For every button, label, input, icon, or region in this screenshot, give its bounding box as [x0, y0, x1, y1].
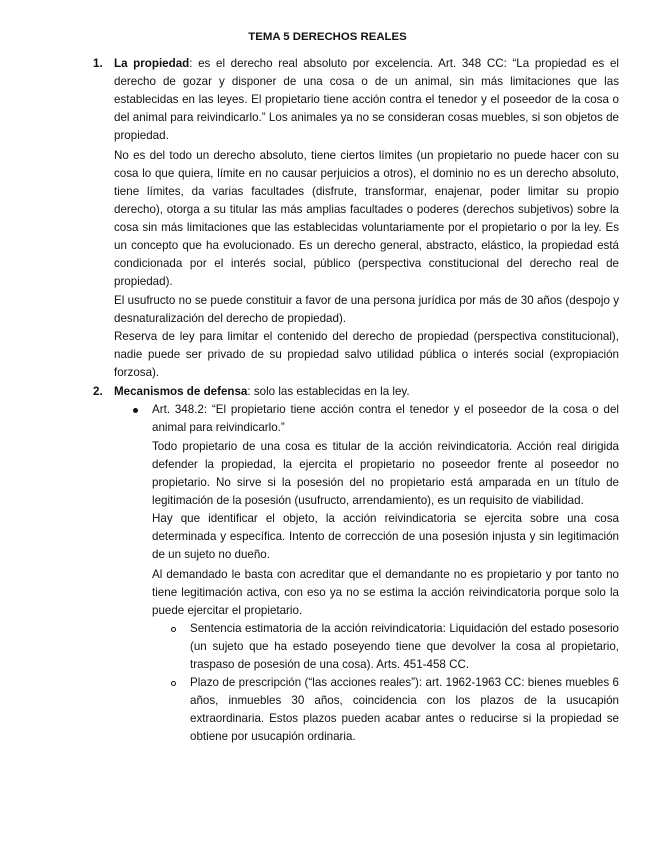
section-2-heading: Mecanismos de defensa [114, 385, 248, 398]
section-1-paragraph: No es del todo un derecho absoluto, tiene ciertos límites (un propietario no puede hacer con su cosa lo que quiera, límite en no causar perjuicios a otros), el dominio no es un derecho absoluto, tiene límites, da varias facultades (disfrute, transformar, enajenar, poder limitar su propio derecho), otorga a su titular las más amplias facultades o poderes (derechos subjetivos) sobre la cosa sin más limitaciones que las establecidas voluntariamente por el propietario o por la ley. Es un concepto que ha evolucionado. Es un derecho general, abstracto, elástico, la propiedad está condicionada por el interés social, público (perspectiva constitucional del derecho real de propiedad). [114, 149, 619, 288]
bullet-icon [133, 408, 138, 413]
bullet-paragraph: Al demandado le basta con acreditar que el demandante no es propietario y por tanto no tiene legitimación activa, con eso ya no se estima la acción reivindicatoria porque solo la puede ejercitar el propietario. [152, 568, 619, 617]
section-2-intro [114, 383, 619, 401]
section-1-number: 1. [93, 57, 103, 70]
section-1-heading: La propiedad [114, 57, 190, 70]
section-1-paragraph: El usufructo no se puede constituir a favor de una persona jurídica por más de 30 años (despojo y desnaturalización del derecho de propiedad). [114, 294, 619, 325]
bullet-lead: Art. 348.2: “El propietario tiene acción contra el tenedor y el poseedor de la cosa o del animal para reivindicarlo.” [152, 403, 619, 434]
section-1-paragraph: Reserva de ley para limitar el contenido del derecho de propiedad (perspectiva constitucional), nadie puede ser privado de su propiedad salvo utilidad pública o interés social (expropiación forzosa). [114, 330, 619, 379]
sub-bullet-item: Sentencia estimatoria de la acción reivindicatoria: Liquidación del estado posesorio (un sujeto que ha estado poseyendo tiene que devolver la cosa al propietario, traspaso de posesión de una cosa). Arts. 451-458 CC. [190, 622, 619, 671]
sub-bullet-item: Plazo de prescripción (“las acciones reales”): art. 1962-1963 CC: bienes muebles 6 años, inmuebles 30 años, coincidencia con los plazos de la usucapión extraordinaria. Estos plazos pueden acabar antes o reducirse si la propiedad se obtiene por usucapión ordinaria. [190, 676, 619, 743]
bullet-paragraph: Todo propietario de una cosa es titular de la acción reivindicatoria. Acción real dirigida defender la propiedad, la ejercita el propietario no poseedor frente al poseedor no propietario. No sirve si la posesión del no propietario está amparada en un título de legitimación de la posesión (usufructo, arrendamiento), es un requisito de viabilidad. [152, 440, 619, 507]
page-title: TEMA 5 DERECHOS REALES [248, 31, 407, 43]
bullet-paragraph: Hay que identificar el objeto, la acción reivindicatoria se ejercita sobre una cosa determinada y específica. Intento de corrección de una posesión injusta y sin legitimación de un sujeto no dueño. [152, 512, 619, 561]
section-1-intro-text: : es el derecho real absoluto por excelencia. Art. 348 CC: “La propiedad es el derecho de gozar y disponer de una cosa o de un animal, sin más limitaciones que las establecidas en las leyes. El propietario tiene acción contra el tenedor y el poseedor de la cosa o del animal para reivindicarlo.” Los animales ya no se consideran cosas muebles, si son objetos de propiedad. [114, 57, 619, 142]
section-2-intro-text: : solo las establecidas en la ley. [247, 385, 410, 398]
section-2-number: 2. [93, 385, 103, 398]
section-1-intro [114, 55, 619, 145]
sub-bullet-circle-icon [171, 681, 176, 686]
sub-bullet-circle-icon [171, 627, 176, 632]
